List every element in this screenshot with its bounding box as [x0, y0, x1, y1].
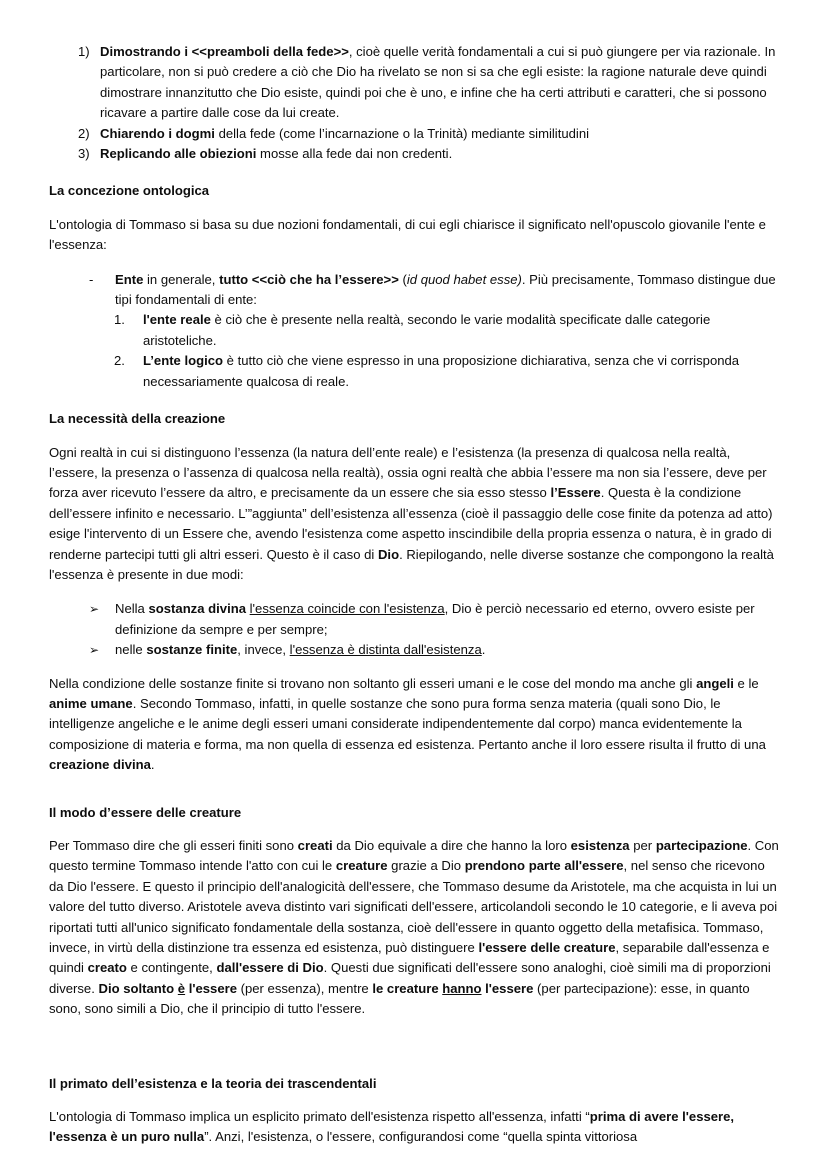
list-item: [49, 310, 780, 351]
bold-lead: Replicando alle obiezioni: [100, 146, 257, 162]
term-le-creature: le creature: [372, 980, 443, 996]
text-fragment: , Dio è perciò necessario ed eterno, ovvero esiste per definizione da sempre e per sempre;: [115, 601, 755, 637]
term-ente: Ente: [115, 271, 144, 287]
text-fragment: , invece,: [237, 642, 290, 658]
term-angeli: angeli: [696, 675, 734, 691]
item-rest: è ciò che è presente nella realtà, secondo le varie modalità specificate dalle categorie aristoteliche.: [143, 312, 711, 348]
list-item: [49, 124, 780, 144]
term-creati: creati: [297, 838, 333, 853]
list-item-text: [115, 642, 485, 657]
quote-prima-di-avere: prima di avere l'essere, l'essenza è un puro nulla: [49, 1109, 735, 1145]
paragraph-ontologia-intro: L'ontologia di Tommaso si basa su due nozioni fondamentali, di cui egli chiarisce il significato nell'opuscolo giovanile l'ente e l'essenza:: [49, 216, 766, 253]
text-fragment: per: [629, 838, 656, 853]
paragraph-primato: [49, 1107, 780, 1148]
text-fragment: . Questa è la condizione dell’essere infinito e necessario. L’”aggiunta” dell’esistenza all’essenza (cioè il passaggio delle cose finite da potenza ad atto) esige l'intervento di un Essere che, avendo l'esistenza come aspetto inscindibile della propria essenza o natura, è in grado di renderne partecipi tutti gli altri esseri. Questo è il caso di: [49, 485, 773, 562]
list-item: [49, 42, 780, 124]
text-fragment: Nella: [115, 601, 149, 617]
heading-concezione-ontologica: La concezione ontologica: [49, 183, 210, 199]
text-fragment: (per essenza), mentre: [237, 980, 373, 996]
text-fragment: L'ontologia di Tommaso implica un esplicito primato dell'esistenza rispetto all'essenza, infatti “: [49, 1109, 590, 1125]
text-fragment: da Dio equivale a dire che hanno la loro: [332, 838, 571, 853]
text-fragment: ”. Anzi, l'esistenza, o l'essere, configurandosi come “quella spinta vittoriosa: [204, 1129, 638, 1145]
numbered-list-preamboli: [49, 42, 780, 164]
heading-primato-esistenza: Il primato dell’esistenza e la teoria dei trascendentali: [49, 1075, 377, 1091]
list-item-text: [143, 353, 739, 388]
text-fragment: . Questi due significati dell'essere sono analoghi, cioè simili ma di proporzioni diverse.: [49, 960, 771, 996]
term-creature: creature: [335, 858, 388, 874]
list-item-text: [100, 126, 589, 141]
underlined-clause: l'essenza è distinta dall'esistenza: [289, 642, 482, 658]
paragraph-creazione-2: [49, 674, 780, 776]
text-fragment: , nel senso che ricevono da Dio l'essere. E questo il principio dell'analogicità dell'essere, che Tommaso desume da Aristotele, ma che acquista in lui un valore del tutto diverso. Aristotele aveva distinto vari significati dell'essere, articolandoli secondo le 10 categorie, e li aveva poi riportati tutti all'unico significato fondamentale della sostanza, cioè dell'essere in quanto oggetto della metafisica. Tommaso, invece, in virtù della distinzione tra essenza ed esistenza, può distinguere: [49, 858, 778, 956]
spacer: [49, 661, 780, 674]
list-item: [49, 270, 780, 311]
bold-lead: Dimostrando i <<preamboli della fede>>: [100, 44, 349, 59]
term-lessere-2: l'essere: [481, 980, 534, 996]
heading-necessita-creazione: La necessità della creazione: [49, 411, 226, 427]
dash-list-ente: [49, 270, 780, 311]
heading-modo-essere-creature: Il modo d’essere delle creature: [49, 804, 242, 820]
list-item: [49, 599, 780, 640]
text-fragment: . Secondo Tommaso, infatti, in quelle sostanze che sono pura forma senza materia (quali sono Dio, le intelligenze angeliche e le anime degli esseri umani considerate indipendentemente dal corpo) manca evidentemente la composizione di materia e forma, ma non quella di essenza ed esistenza. Pertanto anche il loro essere risulta il frutto di una: [49, 695, 766, 752]
underlined-clause: l'essenza coincide con l'esistenza: [249, 601, 445, 617]
spacer: [49, 392, 780, 409]
item-rest: , cioè quelle verità fondamentali a cui si può giungere per via razionale. In particolare, non si può credere a ciò che Dio ha rivelato se non si sa che egli esiste: la ragione naturale deve quindi dimostrare innanzitutto che Dio esiste, quindi poi che è uno, e infine che ha certi attributi e caratteri, che si possono ricavare a partire dalle cose da lui create.: [100, 44, 776, 121]
paragraph-creature: [49, 836, 780, 1020]
term-partecipazione: partecipazione: [655, 838, 748, 853]
term-essere-creature: l'essere delle creature: [478, 940, 616, 956]
bold-lead: Chiarendo i dogmi: [100, 125, 215, 141]
item-rest: della fede (come l’incarnazione o la Trinità) mediante similitudini: [214, 125, 590, 141]
text-fragment: nelle: [115, 642, 147, 658]
term-essere-di-dio: dall'essere di Dio: [216, 960, 324, 976]
term-sostanza-divina: sostanza divina: [148, 601, 246, 617]
text-fragment: (: [398, 271, 407, 287]
bold-lead: l'ente reale: [143, 312, 211, 328]
list-item-text: [143, 312, 710, 347]
text-fragment: grazie a Dio: [387, 858, 465, 874]
arrow-bullet-icon: ➢: [89, 643, 100, 658]
term-creazione-divina: creazione divina: [49, 757, 151, 773]
list-item-text: [100, 146, 452, 161]
term-dio: Dio: [377, 546, 400, 562]
list-item-text: [115, 601, 755, 636]
text-fragment: .: [150, 757, 155, 773]
text-fragment: e contingente,: [126, 960, 217, 976]
list-item: [49, 640, 780, 660]
text-fragment: . Più precisamente, Tommaso distingue due tipi fondamentali di ente:: [115, 271, 776, 308]
document-body: [49, 42, 780, 1148]
list-marker: 2.: [114, 353, 125, 369]
text-fragment: . Riepilogando, nelle diverse sostanze che compongono la realtà l'essenza è presente in due modi:: [49, 546, 774, 582]
text-fragment: Ogni realtà in cui si distinguono l’essenza (la natura dell’ente reale) e l’esistenza (la presenza di qualcosa nella realtà, l’essere, la presenza o l’assenza di qualcosa nella realtà), ossia ogni realtà che abbia l’essere ma non sia l’essere, deve per forza aver ricevuto l’essere da altro, e precisamente da un essere che sia esso stesso: [49, 444, 767, 501]
term-creato: creato: [87, 960, 127, 976]
list-item-text: [100, 44, 775, 120]
term-sostanze-finite: sostanze finite: [146, 642, 238, 658]
item-rest: mosse alla fede dai non credenti.: [256, 146, 453, 162]
list-marker: 1): [78, 44, 90, 59]
text-fragment: e le: [733, 675, 759, 691]
latin-phrase: id quod habet esse): [406, 271, 522, 287]
term-anime-umane: anime umane: [49, 695, 133, 711]
text-fragment: in generale,: [143, 271, 220, 287]
nested-decimal-list-ente: [49, 310, 780, 392]
text-fragment: Nella condizione delle sostanze finite si trovano non soltanto gli esseri umani e le cose del mondo ma anche gli: [49, 675, 697, 691]
spacer: [49, 790, 780, 803]
arrow-list-sostanze: [49, 599, 780, 660]
text-fragment: , separabile dall'essenza e quindi: [49, 940, 770, 976]
text-fragment: . Con questo termine Tommaso intende l'atto con cui le: [49, 838, 779, 874]
paragraph-creazione-1: [49, 443, 780, 586]
list-item: [49, 144, 780, 164]
text-fragment: (per partecipazione): esse, in quanto sono, sono simili a Dio, che il principio di tutto l'essere.: [49, 980, 750, 1017]
spacer: [49, 164, 780, 181]
text-fragment: Per Tommaso dire che gli esseri finiti sono: [49, 838, 298, 853]
term-lessere-1: l'essere: [185, 980, 237, 996]
item-rest: è tutto ciò che viene espresso in una proposizione dichiarativa, senza che vi corrisponda necessariamente qualcosa di reale.: [143, 353, 740, 389]
list-marker: 3): [78, 146, 90, 162]
text-fragment: .: [481, 642, 486, 658]
term-dio-soltanto: Dio soltanto: [98, 980, 175, 996]
arrow-bullet-icon: ➢: [89, 602, 100, 617]
list-item: [49, 351, 780, 392]
term-tutto-cio: tutto <<ciò che ha l’essere>>: [219, 271, 399, 287]
term-esistenza: esistenza: [570, 838, 630, 853]
list-item-text: [115, 272, 776, 307]
list-marker: 2): [78, 125, 90, 141]
term-e-bold-underline: è: [177, 980, 186, 996]
term-essere: l’Essere: [550, 485, 601, 501]
list-marker: 1.: [114, 312, 125, 328]
spacer: [49, 1034, 780, 1074]
bold-lead: L’ente logico: [143, 353, 224, 369]
term-prendono-parte: prendono parte all'essere: [464, 858, 624, 874]
list-marker: -: [89, 271, 94, 287]
term-hanno-bold-underline: hanno: [442, 980, 482, 996]
